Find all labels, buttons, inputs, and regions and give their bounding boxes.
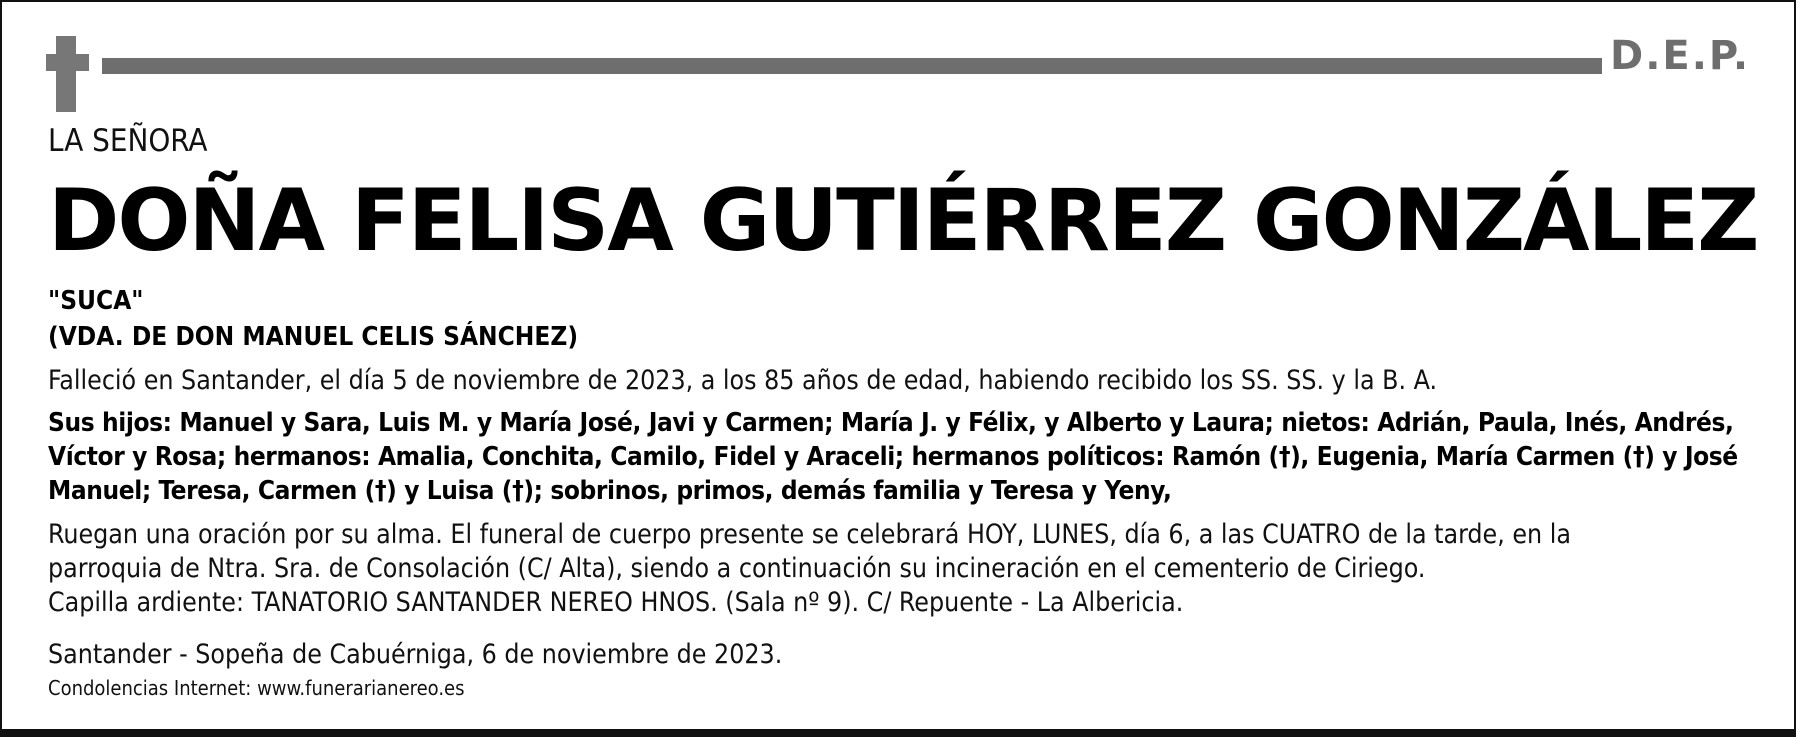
widow-of: (VDA. DE DON MANUEL CELIS SÁNCHEZ) (48, 322, 579, 352)
family-line: Víctor y Rosa; hermanos: Amalia, Conchita, Camilo, Fidel y Araceli; hermanos políticos: Ramón (†), Eugenia, María Carmen (†) y José (48, 442, 1738, 472)
nickname: "SUCA" (48, 286, 144, 316)
place-date: Santander - Sopeña de Cabuérniga, 6 de noviembre de 2023. (48, 639, 783, 670)
funeral-line: Capilla ardiente: TANATORIO SANTANDER NEREO HNOS. (Sala nº 9). C/ Repuente - La Albericia. (48, 587, 1184, 618)
dep-label: D.E.P. (1610, 33, 1751, 79)
salutation: LA SEÑORA (48, 123, 208, 159)
condolences-link[interactable]: Condolencias Internet: www.funerarianereo.es (48, 676, 465, 700)
family-list (48, 406, 1748, 508)
header-rule (102, 58, 1602, 74)
funeral-line: Ruegan una oración por su alma. El funeral de cuerpo presente se celebrará HOY, LUNES, día 6, a las CUATRO de la tarde, en la (48, 519, 1571, 550)
family-line: Sus hijos: Manuel y Sara, Luis M. y María José, Javi y Carmen; María J. y Félix, y Alberto y Laura; nietos: Adrián, Paula, Inés, Andrés, (48, 408, 1734, 438)
deceased-name: DOÑA FELISA GUTIÉRREZ GONZÁLEZ (48, 171, 1758, 271)
passing-text: Falleció en Santander, el día 5 de noviembre de 2023, a los 85 años de edad, habiendo recibido los SS. SS. y la B. A. (48, 365, 1438, 396)
family-line: Manuel; Teresa, Carmen (†) y Luisa (†); sobrinos, primos, demás familia y Teresa y Yeny, (48, 476, 1172, 506)
funeral-details (48, 518, 1748, 620)
funeral-line: parroquia de Ntra. Sra. de Consolación (C/ Alta), siendo a continuación su incineración en el cementerio de Ciriego. (48, 553, 1426, 584)
